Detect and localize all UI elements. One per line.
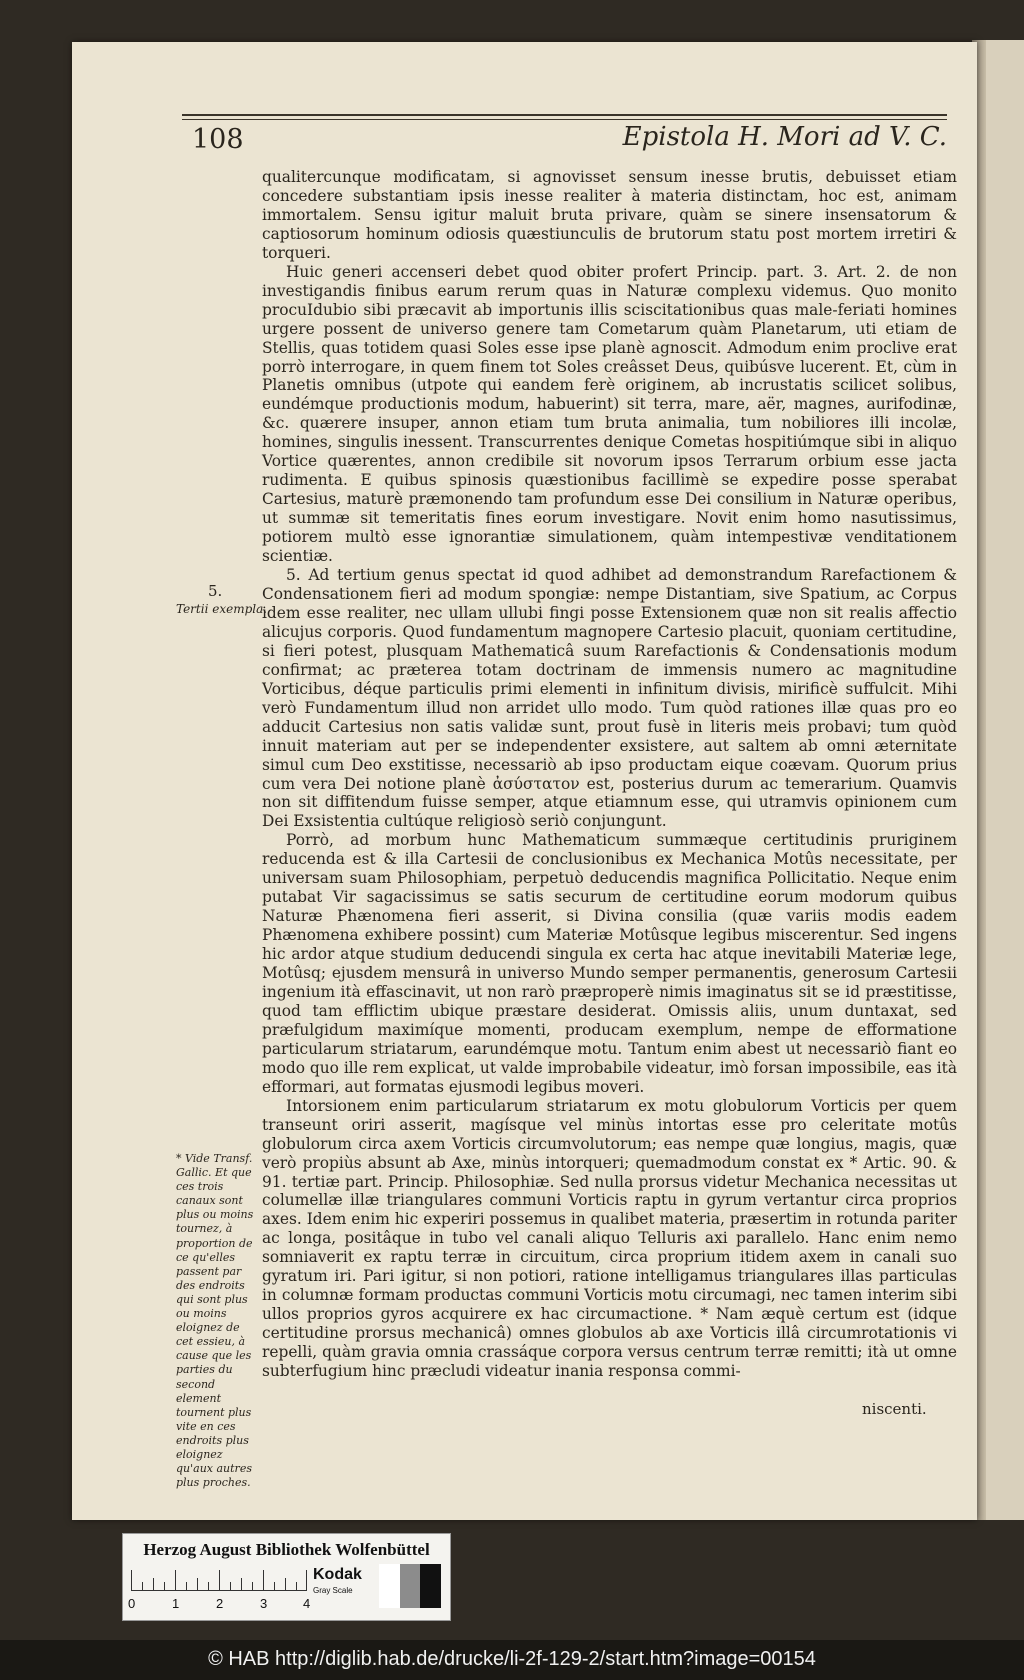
paragraph-2: Huic generi accenseri debet quod obiter profert Princip. part. 3. Art. 2. de non investigandis finibus earum rerum quas in Naturæ complexu videmus. Quo monito procuIdubio sibi præcavit ab importunis illis sciscitationibus quas male-feriati homines urgere possent de universo genere tam Cometarum quàm Planetarum, uti etiam de Stellis, quas totidem quasi Soles esse ipse planè agnoscit. Admodum enim proclive erat porrò interrogare, in quem finem tot Soles creâsset Deus, quibúsve lucerent. Et, cùm in Planetis omnibus (utpote qui eandem ferè originem, ab incrustatis scilicet solibus, eundémque productionis modum, habuerint) sit terra, mare, aër, magnes, aurifodinæ, &c. quærere insuper, annon etiam tum bruta animalia, tum nobiliores illi incolæ, homines, singulis inessent. Transcurrentes denique Cometas hospitiúmque sibi in aliquo Vortice quærentes, annon credibile sit novorum ipsos Terrarum orbium esse jacta rudimenta. E quibus spinosis quæstionibus facillimè se expedire posse sperabat Cartesius, maturè præmonendo tam profundum esse Dei consilium in Naturæ operibus, ut summæ sit temeritatis fines eorum investigare. Novit enim homo nasutissimus, potiorem multò esse ignorantiæ simulationem, quàm intempestivæ venditationem scientiæ. xyxy=(262,262,957,566)
body-text xyxy=(262,168,957,1381)
ruler-label-4: 4 xyxy=(303,1596,311,1611)
header-rule xyxy=(182,114,947,116)
adjacent-page-edge xyxy=(972,40,1024,1520)
book-page xyxy=(72,42,977,1520)
ruler-label-2: 2 xyxy=(216,1596,224,1611)
library-name: Herzog August Bibliothek Wolfenbüttel xyxy=(143,1540,430,1559)
kodak-logo: Kodak xyxy=(313,1566,362,1583)
paragraph-3: 5. Ad tertium genus spectat id quod adhibet ad demonstrandum Rarefactionem & Condensationem fieri ad modum spongiæ: nempe Distantiam, sive Spatium, ac Corpus idem esse realiter, nec ullam ullubi fingi posse Extensionem quæ non sit realis affectio alicujus corporis. Quod fundamentum magnopere Cartesio placuit, quoniam certitudine, si fieri potest, plusquam Mathematicâ suum Rarefactionis & Condensationis modum confirmat; ac præterea totam doctrinam de immensis numero ac magnitudine Vorticibus, déque particulis primi elementi in infinitum divisis, mirificè suffulcit. Mihi verò Fundamentum illud non arridet ullo modo. Tum quòd rationes illæ quas pro eo adducit Cartesius non satis validæ sunt, prout fusè in literis meis probavi; tum quòd innuit materiam aut per se independenter exsistere, aut saltem ab omni æternitate simul cum Deo exstitisse, necessariò ab ipso productam eique coævam. Quorum prius cum vera Dei notione planè ἀσύστατον est, posterius durum ac temerarium. Quamvis non sit diffitendum fuisse semper, atque etiamnum esse, qui utramvis opinionem cum Dei Exsistentia cultúque religiosò seriò conjungunt. xyxy=(262,566,957,831)
margin-footnote: * Vide Transf. Gallic. Et que ces trois canaux sont plus ou moins tournez, à proportion de ce qu'elles passent par des endroits qui sont plus ou moins eloignez de cet essieu, à cause que les parties du second element tournent plus vite en ces endroits plus eloignez qu'aux autres plus proches. xyxy=(176,1152,254,1490)
copyright-url: © HAB http://diglib.hab.de/drucke/li-2f-129-2/start.htm?image=00154 xyxy=(208,1648,816,1670)
page-number: 108 xyxy=(192,124,244,155)
margin-section-number: 5. xyxy=(208,582,223,600)
header-rule-thin xyxy=(182,119,947,120)
ruler-label-3: 3 xyxy=(260,1596,268,1611)
gray-swatches xyxy=(379,1564,441,1608)
running-title: Epistola H. Mori ad V. C. xyxy=(622,122,947,152)
ruler-label-0: 0 xyxy=(128,1596,136,1611)
paragraph-1: qualitercunque modificatam, si agnovisset sensum inesse brutis, debuisset etiam concedere substantiam ipsis inesse realiter à materia distinctam, hoc est, animam immortalem. Sensu igitur maluit bruta privare, quàm se sinere insensatorum & captiosorum hominum odiosis quæstiunculis de brutorum statu post mortem irretiri & torqueri. xyxy=(262,168,957,262)
margin-section-label: Tertii exempla. xyxy=(176,602,268,616)
paragraph-4: Porrò, ad morbum hunc Mathematicum summæque certitudinis pruriginem reducenda est & illa Cartesii de conclusionibus ex Mechanica Motûs necessitate, per universam suam Philosophiam, perpetuò deducendis magnifica Pollicitatio. Neque enim putabat Vir sagacissimus se satis securum de certitudine eorum modorum quibus Naturæ Phænomena fieri asserit, si Divina consilia (quæ variis modis eadem Phænomena exhibere possint) cum Materiæ Motûsque legibus miscerentur. Sed ingens hic ardor atque studium deducendi singula ex certa hac atque inevitabili Materiæ lege, Motûsq; ejusdem mensurâ in universo Mundo semper permanentis, generosum Cartesii ingenium ità effascinavit, ut non rarò præproperè nimis imaginatus sit se id præstitisse, quod tam efflictim ubique præstare desiderat. Omissis aliis, unum duntaxat, sed præfulgidum maximíque momenti, producam exemplum, nempe de efformatione particularum striatarum, earundémque motu. Tantum enim abest ut necessariò fiant eo modo quo ille rem explicat, ut valde improbabile videatur, imò forsan impossibile, eas ità efformari, aut formatas ejusmodi legibus moveri. xyxy=(262,831,957,1096)
catchword: niscenti. xyxy=(862,1400,927,1418)
color-target-card xyxy=(122,1533,451,1621)
scale-ruler xyxy=(131,1570,307,1591)
ruler-label-1: 1 xyxy=(172,1596,180,1611)
gray-scale-label: Gray Scale xyxy=(313,1586,353,1595)
paragraph-5: Intorsionem enim particularum striatarum ex motu globulorum Vorticis per quem transeunt oriri asserit, magísque vel minùs intortas esse pro celeritate motûs globulorum circa axem Vorticis circumvolutorum; eas nempe quæ longius, magis, quæ verò propiùs absunt ab Axe, minùs intorqueri; quemadmodum constat ex * Artic. 90. & 91. tertiæ part. Princip. Philosophiæ. Sed nulla prorsus videtur Mechanica necessitas ut columellæ illæ triangulares communi Vorticis raptu in gyrum vertantur circa proprios axes. Idem enim hic experiri possemus in qualibet materia, præsertim in rotunda pariter ac longa, positâque in tubo vel canali aliquo Telluris axi parallelo. Hanc enim nemo somniaverit ex raptu terræ in circuitum, circa proprium itidem axem in canali suo gyratum iri. Pari igitur, si non potiori, ratione intelligamus triangulares illas particulas in columnæ formam productas communi Vorticis motu circumagi, nec tamen interim sibi ullos proprios gyros acquirere ex hac circumactione. * Nam æquè certum est (idque certitudine prorsus mechanicâ) omnes globulos ab axe Vorticis illâ circumrotationis vi repelli, quàm gravia omnia crassáque corpora versus centrum terræ remitti; ità ut omne subterfugium hinc præcludi videatur inania responsa commi- xyxy=(262,1096,957,1381)
